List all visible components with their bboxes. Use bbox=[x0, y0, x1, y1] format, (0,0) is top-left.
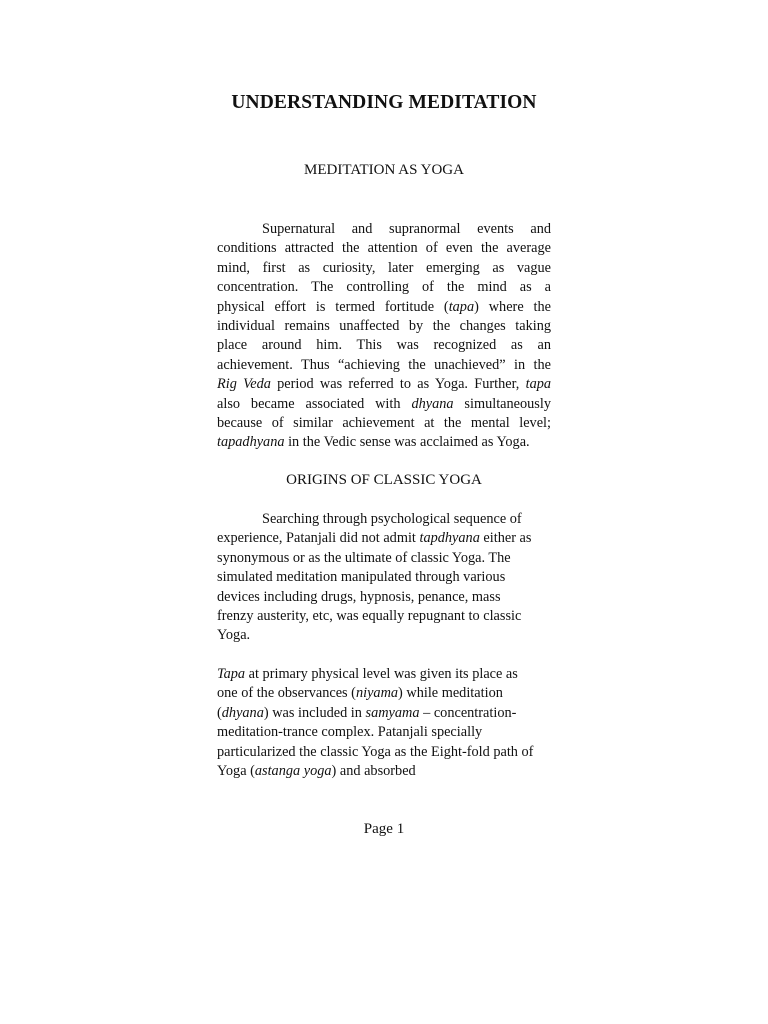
paragraph-origins-1 bbox=[217, 510, 551, 646]
paragraph-line: also became associated with dhyana simultaneously bbox=[217, 395, 551, 412]
paragraph-line: (dhyana) was included in samyama – concentration- bbox=[217, 704, 517, 721]
paragraph-line: meditation-trance complex. Patanjali specially bbox=[217, 724, 483, 741]
paragraph-line: tapadhyana in the Vedic sense was acclaimed as Yoga. bbox=[217, 434, 530, 451]
paragraph-line: conditions attracted the attention of even the average bbox=[217, 240, 551, 257]
paragraph-line: concentration. The controlling of the mind as a bbox=[217, 279, 551, 296]
section-heading-meditation-as-yoga: MEDITATION AS YOGA bbox=[304, 162, 464, 178]
paragraph-line: simulated meditation manipulated through various bbox=[217, 569, 506, 586]
paragraph-line: Yoga. bbox=[217, 627, 251, 644]
paragraph-line: mind, first as curiosity, later emerging as vague bbox=[217, 259, 551, 276]
paragraph-line: experience, Patanjali did not admit tapdhyana either as bbox=[217, 530, 532, 547]
paragraph-line: particularized the classic Yoga as the Eight-fold path of bbox=[217, 743, 534, 760]
paragraph-origins-2 bbox=[217, 665, 551, 781]
paragraph-line: individual remains unaffected by the changes taking bbox=[217, 318, 551, 335]
paragraph-line: synonymous or as the ultimate of classic Yoga. The bbox=[217, 549, 511, 566]
paragraph-line: Supernatural and supranormal events and bbox=[262, 221, 551, 237]
document-title: UNDERSTANDING MEDITATION bbox=[231, 92, 537, 113]
section-heading-origins-of-classic-yoga: ORIGINS OF CLASSIC YOGA bbox=[286, 472, 482, 488]
paragraph-line: achievement. Thus “achieving the unachieved” in the bbox=[217, 356, 551, 373]
paragraph-line: Searching through psychological sequence of bbox=[262, 511, 522, 527]
paragraph-line: physical effort is termed fortitude (tapa) where the bbox=[217, 298, 551, 315]
paragraph-line: Rig Veda period was referred to as Yoga. Further, tapa bbox=[217, 376, 552, 393]
paragraph-line: one of the observances (niyama) while meditation bbox=[217, 685, 503, 702]
paragraph-line: devices including drugs, hypnosis, penance, mass bbox=[217, 588, 501, 605]
paragraph-line: Yoga (astanga yoga) and absorbed bbox=[217, 763, 416, 780]
page-number: Page 1 bbox=[363, 821, 405, 837]
paragraph-line: because of similar achievement at the mental level; bbox=[217, 415, 551, 432]
paragraph-meditation-as-yoga bbox=[217, 220, 551, 453]
paragraph-line: frenzy austerity, etc, was equally repugnant to classic bbox=[217, 608, 522, 625]
paragraph-line: place around him. This was recognized as an bbox=[217, 337, 551, 354]
paragraph-line: Tapa at primary physical level was given its place as bbox=[217, 666, 518, 682]
